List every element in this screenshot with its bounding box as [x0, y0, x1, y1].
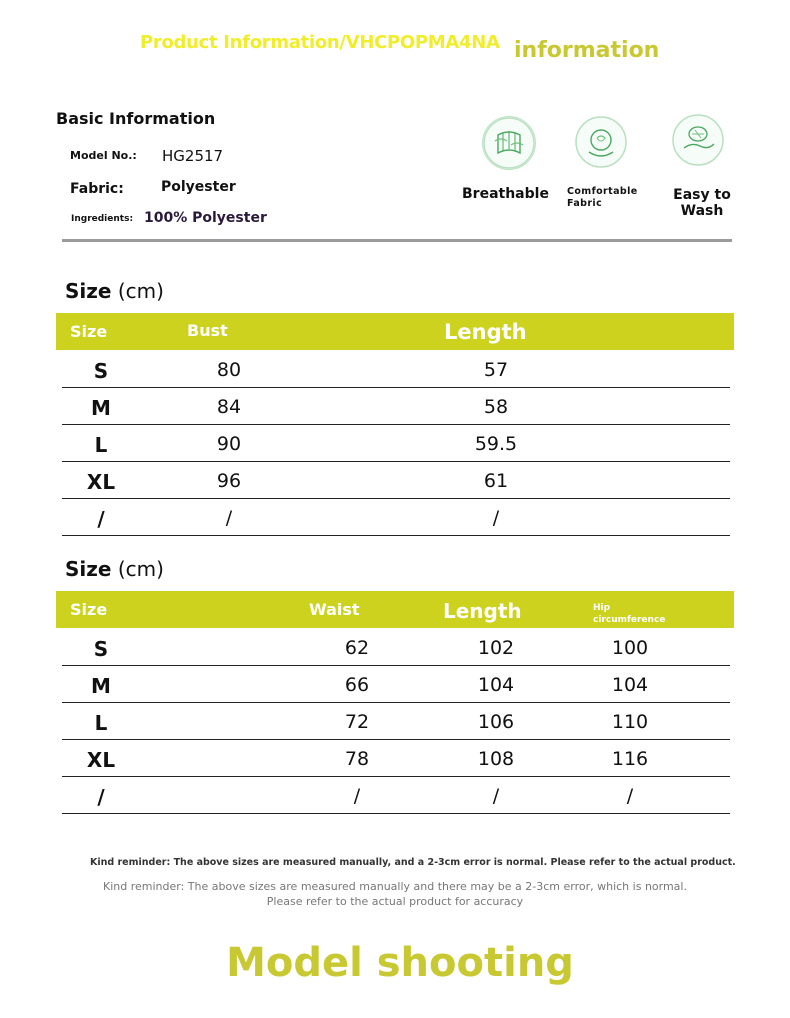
basic-info-title: Basic Information [56, 109, 216, 128]
value-cell: / [492, 507, 500, 529]
value-cell: 116 [611, 748, 649, 770]
value-cell: 110 [611, 711, 649, 733]
size-cell: L [94, 711, 108, 735]
value-cell: 96 [216, 470, 242, 492]
size-table-1-title [65, 279, 164, 303]
header-length: Length [443, 599, 522, 623]
kind-reminder-2 [0, 879, 790, 909]
row-divider [62, 739, 730, 740]
header-size: Size [70, 322, 108, 341]
breathable-label: Breathable [462, 186, 549, 202]
section-divider [62, 239, 732, 242]
header-length: Length [444, 320, 527, 344]
value-cell: 104 [477, 674, 515, 696]
fabric-label: Fabric: [70, 181, 124, 197]
row-divider [62, 461, 730, 462]
header-waist: Waist [309, 600, 360, 619]
row-divider [62, 387, 730, 388]
size-table-2-title [65, 557, 164, 581]
value-cell: 57 [483, 359, 509, 381]
size-cell: S [93, 637, 109, 661]
row-divider [62, 498, 730, 499]
value-cell: / [626, 785, 634, 807]
ingredients-label: Ingredients: [71, 214, 134, 224]
value-cell: 108 [477, 748, 515, 770]
value-cell: 66 [344, 674, 370, 696]
breathable-icon [482, 116, 536, 174]
header-hip-circumference [593, 602, 665, 626]
size-cell: M [91, 396, 111, 420]
row-divider [62, 813, 730, 814]
size-cell: S [93, 359, 109, 383]
easy-to-wash-icon [672, 114, 724, 170]
size-title-text: Size [65, 557, 112, 581]
size-unit: (cm) [117, 557, 164, 581]
row-divider [62, 535, 730, 536]
value-cell: 59.5 [474, 433, 518, 455]
value-cell: 72 [344, 711, 370, 733]
comfortable-label-line1: Comfortable [567, 186, 638, 197]
table-1-header-bar [56, 313, 734, 350]
fabric-value: Polyester [161, 179, 236, 195]
size-unit: (cm) [117, 279, 164, 303]
reminder-2-line-2: Please refer to the actual product for accuracy [266, 895, 524, 908]
size-cell: / [97, 507, 105, 531]
value-cell: / [225, 507, 233, 529]
comfortable-label-line2: Fabric [567, 198, 603, 209]
comfortable-fabric-icon [575, 116, 627, 172]
model-shooting-title: Model shooting [226, 940, 574, 986]
size-cell: L [94, 433, 108, 457]
product-info-title: Product Information/VHCPOPMA4NA [140, 32, 500, 53]
row-divider [62, 424, 730, 425]
row-divider [62, 665, 730, 666]
model-label: Model No.: [70, 149, 137, 162]
kind-reminder-1: Kind reminder: The above sizes are measured manually, and a 2-3cm error is normal. Please refer to the actual product. [90, 857, 736, 868]
value-cell: 84 [216, 396, 242, 418]
easy-to-wash-label: Easy to Wash [673, 187, 731, 219]
size-cell: / [97, 785, 105, 809]
model-value: HG2517 [162, 147, 224, 165]
value-cell: 78 [344, 748, 370, 770]
header-bust: Bust [187, 321, 228, 340]
value-cell: 58 [483, 396, 509, 418]
hip-line-1: Hip [593, 603, 611, 613]
value-cell: 104 [611, 674, 649, 696]
value-cell: 62 [344, 637, 370, 659]
size-cell: M [91, 674, 111, 698]
value-cell: 102 [477, 637, 515, 659]
value-cell: / [353, 785, 361, 807]
header-size: Size [70, 600, 108, 619]
value-cell: 61 [483, 470, 509, 492]
value-cell: 80 [216, 359, 242, 381]
size-cell: XL [86, 470, 116, 494]
value-cell: 106 [477, 711, 515, 733]
value-cell: 90 [216, 433, 242, 455]
row-divider [62, 702, 730, 703]
comfortable-fabric-label [567, 186, 638, 210]
value-cell: 100 [611, 637, 649, 659]
ingredients-value: 100% Polyester [144, 210, 267, 226]
row-divider [62, 776, 730, 777]
reminder-2-line-1: Kind reminder: The above sizes are measured manually and there may be a 2-3cm error, which is normal. [103, 880, 687, 893]
hip-line-2: circumference [593, 615, 666, 625]
size-title-text: Size [65, 279, 112, 303]
information-heading: information [514, 38, 660, 63]
value-cell: / [492, 785, 500, 807]
size-cell: XL [86, 748, 116, 772]
